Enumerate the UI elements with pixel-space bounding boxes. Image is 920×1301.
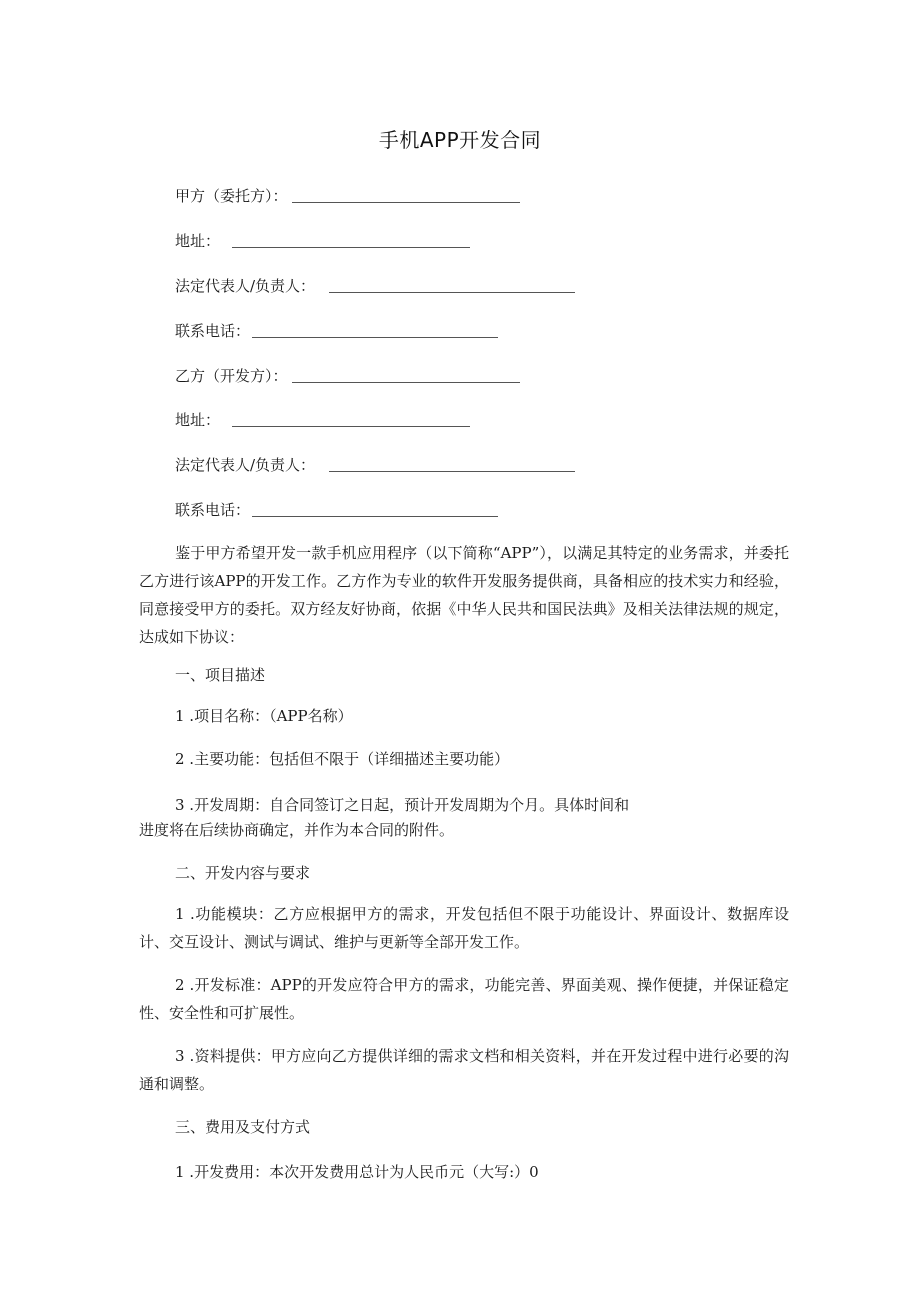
section2-item2-text: 2 .开发标准：APP的开发应符合甲方的需求，功能完善、界面美观、操作便捷，并保证稳定性、安全性和可扩展性。 [139, 976, 789, 1022]
section2-heading: 二、开发内容与要求 [175, 864, 311, 882]
preamble-text: 鉴于甲方希望开发一款手机应用程序（以下简称“APP”），以满足其特定的业务需求，并委托乙方进行该APP的开发工作。乙方作为专业的软件开发服务提供商，具备相应的技术实力和经验，同意接受甲方的委托。双方经友好协商，依据《中华人民共和国民法典》及相关法律法规的规定，达成如下协议： [139, 544, 789, 646]
party-a-address-blank [232, 233, 470, 248]
party-a-address-line [175, 231, 470, 251]
party-a-line [175, 186, 520, 206]
party-b-label: 乙方（开发方）： [175, 367, 288, 385]
party-b-phone-line [175, 500, 498, 520]
party-b-address-blank [232, 412, 470, 427]
party-b-blank [292, 368, 520, 383]
section2-item1-text: 1 .功能模块：乙方应根据甲方的需求，开发包括但不限于功能设计、界面设计、数据库设计、交互设计、测试与调试、维护与更新等全部开发工作。 [139, 905, 789, 951]
preamble-paragraph [139, 539, 789, 651]
party-a-label: 甲方（委托方）： [175, 187, 288, 205]
section1-item3-line2: 进度将在后续协商确定，并作为本合同的附件。 [139, 821, 455, 839]
section1-heading: 一、项目描述 [175, 666, 266, 684]
party-b-rep-line [175, 455, 575, 475]
party-b-rep-label: 法定代表人/负责人： [175, 456, 316, 474]
section2-item3 [139, 1042, 789, 1098]
section3-heading: 三、费用及支付方式 [175, 1118, 311, 1136]
party-b-phone-label: 联系电话： [175, 501, 251, 519]
party-b-address-label: 地址： [175, 411, 221, 429]
party-a-phone-blank [252, 323, 498, 338]
section1-item1: 1 .项目名称：（APP名称） [175, 707, 353, 725]
section1-item2: 2 .主要功能：包括但不限于（详细描述主要功能） [175, 750, 510, 768]
party-a-rep-blank [329, 278, 575, 293]
section1-item3-line1: 3 .开发周期：自合同签订之日起，预计开发周期为个月。具体时间和 [175, 796, 630, 814]
party-a-phone-label: 联系电话： [175, 322, 251, 340]
section2-item2 [139, 971, 789, 1027]
party-a-rep-label: 法定代表人/负责人： [175, 277, 316, 295]
document-title: 手机APP开发合同 [378, 128, 542, 152]
section2-item3-text: 3 .资料提供：甲方应向乙方提供详细的需求文档和相关资料，并在开发过程中进行必要的沟通和调整。 [139, 1047, 789, 1093]
party-b-rep-blank [329, 457, 575, 472]
section2-item1 [139, 900, 789, 956]
party-b-address-line [175, 410, 470, 430]
party-b-line [175, 366, 520, 386]
party-a-phone-line [175, 321, 498, 341]
party-a-rep-line [175, 276, 575, 296]
party-a-address-label: 地址： [175, 232, 221, 250]
party-a-blank [292, 188, 520, 203]
party-b-phone-blank [252, 502, 498, 517]
section3-item1: 1 .开发费用：本次开发费用总计为人民币元（大写:）0 [175, 1163, 539, 1181]
